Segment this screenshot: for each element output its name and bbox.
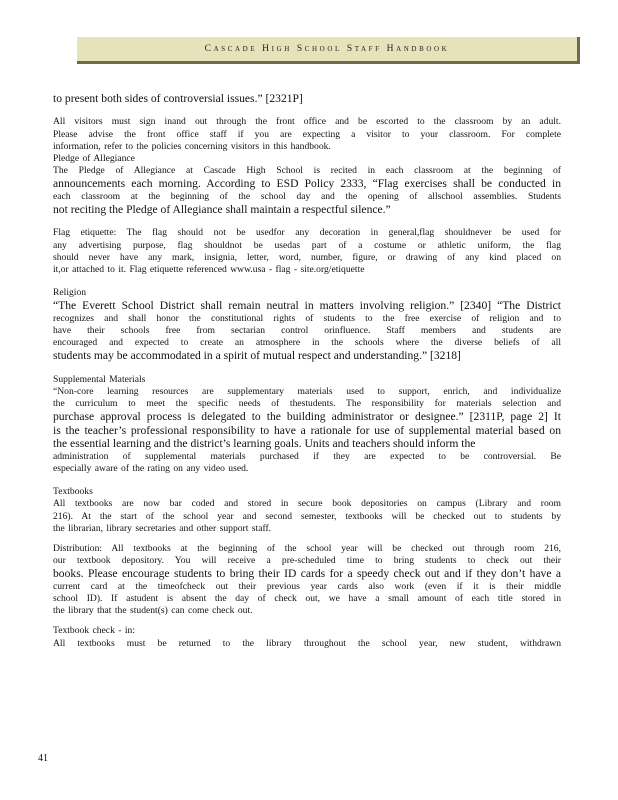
text-line: it,or attached to it. Flag etiquette referenced www.usa - flag - site.org/etiquette <box>53 264 365 276</box>
text-line: current card at the timeofcheck out their previous year cards also work (even if it is their middle <box>53 580 561 592</box>
paragraph-visitors <box>53 116 561 153</box>
text-line: to present both sides of controversial issues.” [2321P] <box>53 92 303 105</box>
page-number: 41 <box>38 753 48 764</box>
text-line: have their schools free from sectarian control orinfluence. Staff members and students are <box>53 325 561 337</box>
section-supplemental-materials <box>53 374 561 475</box>
text-line: recognizes and shall honor the constitutional rights of students to the free exercise of religion and to <box>53 312 561 324</box>
text-line: encouraged and expected to create an atmosphere in the schools where the diverse beliefs of all <box>53 337 561 349</box>
text-line: books. Please encourage students to bring their ID cards for a speedy check out and if they don’t have a <box>53 567 561 581</box>
text-line: information, refer to the policies concerning visitors in this handbook. <box>53 140 331 152</box>
section-pledge-of-allegiance <box>53 153 561 216</box>
text-line: administration of supplemental materials purchased if they are expected to be controversial. Be <box>53 450 561 462</box>
section-heading: Religion <box>53 287 87 299</box>
text-line: the library that the student(s) can come check out. <box>53 605 253 617</box>
section-textbooks <box>53 486 561 535</box>
text-line: the librarian, library secretaries and other support staff. <box>53 522 272 534</box>
text-line: the curriculum to meet the specific needs of thestudents. The responsibility for materials selection and <box>53 398 561 410</box>
text-line: not reciting the Pledge of Allegiance shall maintain a respectful silence.” <box>53 203 391 217</box>
paragraph-flag-etiquette <box>53 227 561 276</box>
section-heading: Textbooks <box>53 486 93 498</box>
text-line: The Pledge of Allegiance at Cascade High School is recited in each classroom at the beginning of <box>53 165 561 177</box>
text-line: school ID). If astudent is absent the day of check out, we have a small amount of each title stored in <box>53 592 561 604</box>
handbook-header-banner <box>77 37 580 64</box>
text-line: our textbook depository. You will receive a pre-scheduled time to bring students to check out their <box>53 555 561 567</box>
section-religion <box>53 287 561 363</box>
handbook-title: Cascade High School Staff Handbook <box>204 44 450 54</box>
text-line: All textbooks are now bar coded and stored in secure book depositories on campus (Library and room <box>53 498 561 510</box>
text-line: should never have any mark, insignia, letter, word, number, figure, or drawing of any kind placed on <box>53 251 561 263</box>
text-line: announcements each morning. According to ESD Policy 2333, “Flag exercises shall be conducted in <box>53 177 561 191</box>
section-textbook-check-in <box>53 625 561 649</box>
section-heading: Textbook check - in: <box>53 625 135 637</box>
text-line: is the teacher’s professional responsibility to have a rationale for use of supplemental material based on <box>53 423 561 437</box>
text-line: Please advise the front office staff if you are expecting a visitor to your classroom. For complete <box>53 128 561 140</box>
text-line: especially aware of the rating on any video used. <box>53 462 249 474</box>
text-line: any advertising purpose, flag shouldnot be usedas part of a costume or athletic uniform, the flag <box>53 239 561 251</box>
text-line: 216). At the start of the school year and second semester, textbooks will be checked out to students by <box>53 510 561 522</box>
text-line: the essential learning and the district’s learning goals. Units and teachers should inform the <box>53 437 476 451</box>
text-line: All visitors must sign inand out through the front office and be escorted to the classroom by an adult. <box>53 116 561 128</box>
text-line: Flag etiquette: The flag should not be usedfor any decoration in general,flag shouldnever be used for <box>53 227 561 239</box>
text-line: purchase approval process is delegated to the building administrator or designee.” [2311P, page 2] It <box>53 410 561 424</box>
text-line: All textbooks must be returned to the library throughout the school year, new student, withdrawn <box>53 637 561 649</box>
paragraph-controversial-issues <box>53 92 561 105</box>
section-heading: Supplemental Materials <box>53 373 146 385</box>
text-line: students may be accommodated in a spirit of mutual respect and understanding.” [3218] <box>53 349 461 363</box>
text-line: Distribution: All textbooks at the beginning of the school year will be checked out through room 216, <box>53 542 561 554</box>
text-line: “Non-core learning resources are supplementary materials used to support, enrich, and individualize <box>53 386 561 398</box>
page-body <box>53 92 561 650</box>
text-line: each classroom at the beginning of the school day and the opening of allschool assemblies. Students <box>53 190 561 202</box>
text-line: “The Everett School District shall remain neutral in matters involving religion.” [2340] “The District <box>53 299 561 313</box>
section-heading: Pledge of Allegiance <box>53 153 135 165</box>
paragraph-distribution <box>53 543 561 617</box>
